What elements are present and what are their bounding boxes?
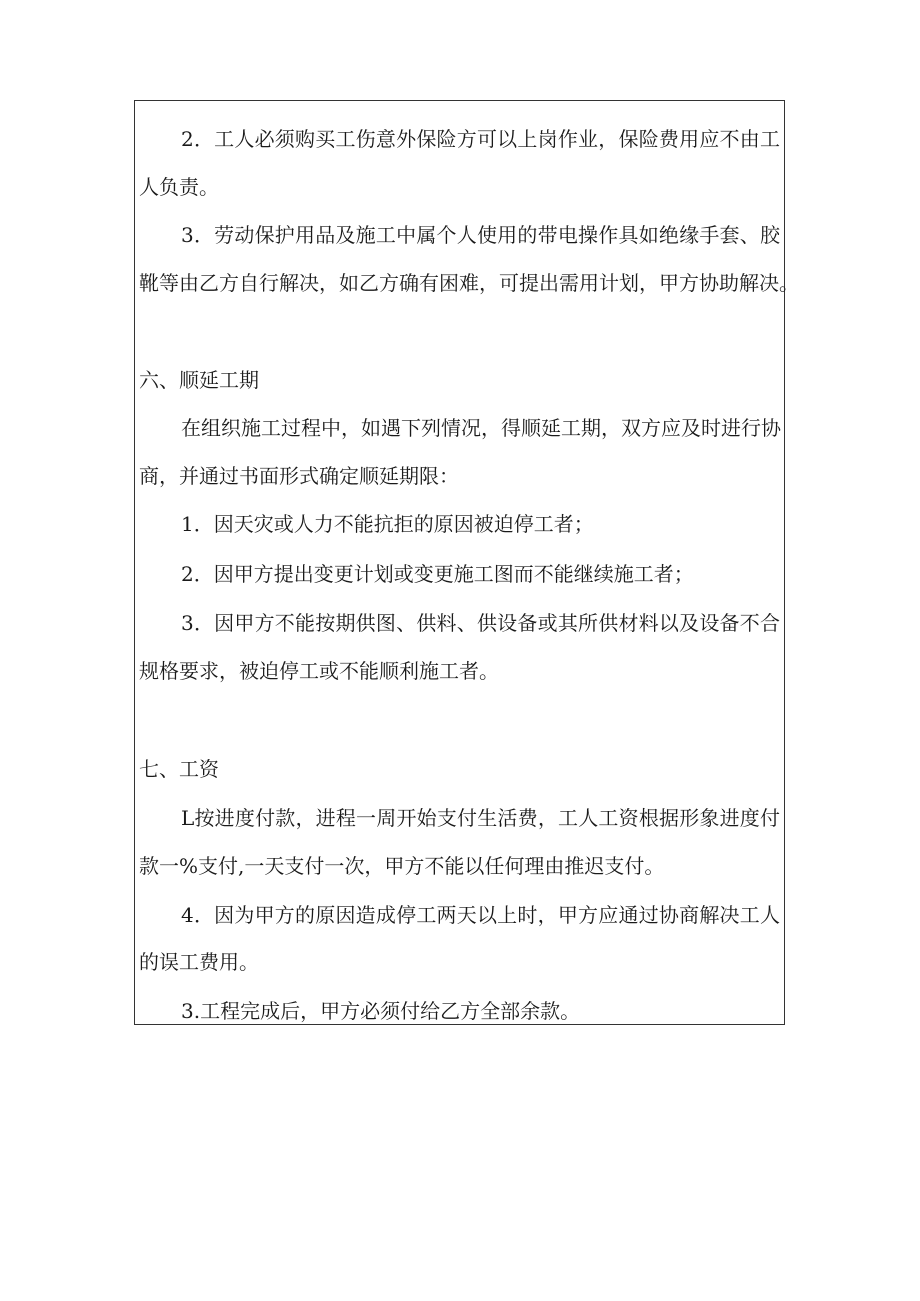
section7-item3: 3.工程完成后，甲方必须付给乙方全部余款。 bbox=[181, 999, 581, 1023]
section6-intro-line1: 在组织施工过程中，如遇下列情况，得顺延工期，双方应及时进行协 bbox=[181, 416, 781, 440]
section6-item2: 2．因甲方提出变更计划或变更施工图而不能继续施工者； bbox=[181, 562, 694, 586]
section6-heading: 六、顺延工期 bbox=[139, 368, 259, 392]
section6-item3-line2: 规格要求，被迫停工或不能顺利施工者。 bbox=[139, 659, 499, 683]
document-frame bbox=[134, 100, 799, 1025]
section7-item1-line1: L按进度付款，进程一周开始支付生活费，工人工资根据形象进度付 bbox=[181, 806, 780, 830]
section5-item3-line2: 靴等由乙方自行解决，如乙方确有困难，可提出需用计划，甲方协助解决。 bbox=[139, 271, 799, 295]
section6-item3-line1: 3．因甲方不能按期供图、供料、供设备或其所供材料以及设备不合 bbox=[181, 611, 780, 635]
section5-item3-line1: 3．劳动保护用品及施工中属个人使用的带电操作具如绝缘手套、胶 bbox=[181, 223, 780, 247]
section5-item2-line2: 人负责。 bbox=[139, 175, 219, 199]
section7-item2-line2: 的误工费用。 bbox=[139, 950, 259, 974]
section5-item2-line1: 2．工人必须购买工伤意外保险方可以上岗作业，保险费用应不由工 bbox=[181, 127, 780, 151]
section7-heading: 七、工资 bbox=[139, 757, 219, 781]
section6-intro-line2: 商，并通过书面形式确定顺延期限： bbox=[139, 464, 459, 488]
section7-item1-line2: 款一%支付,一天支付一次，甲方不能以任何理由推迟支付。 bbox=[139, 854, 665, 878]
section6-item1: 1．因天灾或人力不能抗拒的原因被迫停工者； bbox=[181, 512, 594, 536]
section7-item2-line1: 4．因为甲方的原因造成停工两天以上时，甲方应通过协商解决工人 bbox=[181, 903, 780, 927]
